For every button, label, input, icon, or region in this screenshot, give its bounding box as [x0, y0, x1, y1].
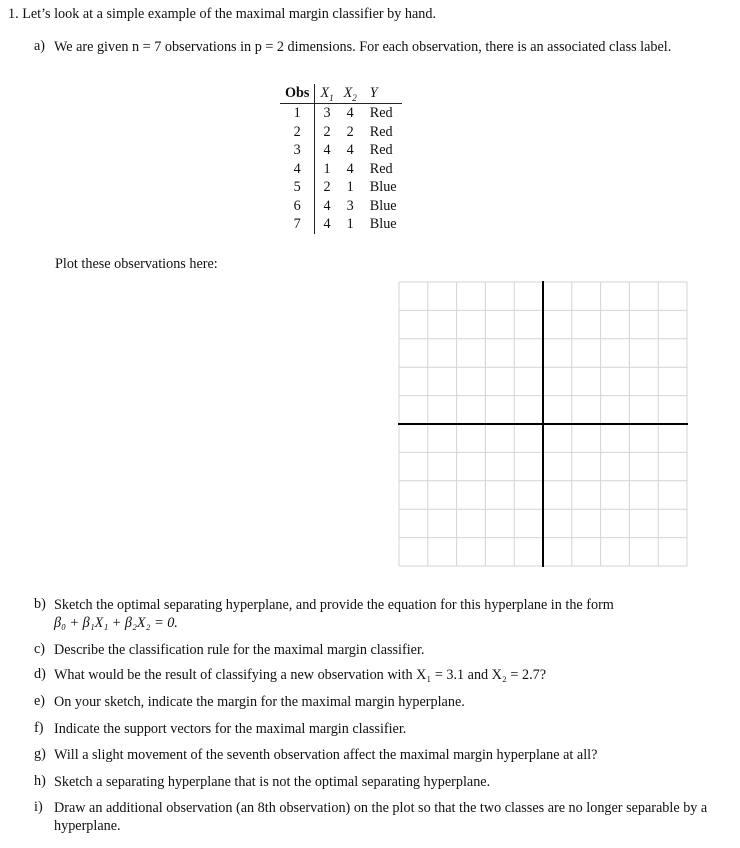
part-c-label: c) [34, 641, 46, 657]
header-x1-letter: X [320, 84, 330, 101]
cell-obs: 7 [280, 215, 315, 234]
part-b [34, 596, 714, 632]
cell-x2: 1 [346, 179, 354, 196]
part-d-text: What would be the result of classifying a new observation with X₁ = 3.1 and X₂ = 2.7? [54, 667, 547, 683]
cell-y: Red [369, 160, 393, 177]
header-x2-sub: 2 [352, 92, 357, 103]
table-row [280, 197, 402, 216]
observation-table [280, 84, 402, 234]
part-e-text: On your sketch, indicate the margin for the maximal margin hyperplane. [54, 694, 465, 710]
cell-x1: 2 [323, 179, 331, 196]
cell-y: Red [369, 105, 393, 122]
question-intro [8, 6, 436, 23]
part-c [34, 641, 714, 659]
cell-obs: 2 [280, 123, 315, 142]
cell-y: Blue [369, 179, 397, 196]
part-c-text: Describe the classification rule for the maximal margin classifier. [54, 642, 425, 658]
cell-obs: 4 [280, 160, 315, 179]
cell-x2: 4 [346, 142, 354, 159]
part-a [34, 38, 714, 56]
part-f-text: Indicate the support vectors for the maximal margin classifier. [54, 721, 407, 737]
part-h-text: Sketch a separating hyperplane that is not the optimal separating hyperplane. [54, 774, 491, 790]
cell-x2: 1 [346, 216, 354, 233]
part-d [34, 666, 714, 684]
cell-x2: 4 [346, 160, 354, 177]
part-g-label: g) [34, 746, 46, 762]
part-f-label: f) [34, 720, 44, 736]
cell-obs: 3 [280, 141, 315, 160]
cell-x2: 4 [346, 105, 354, 122]
cell-x1: 3 [323, 105, 331, 122]
cell-obs: 6 [280, 197, 315, 216]
part-f [34, 720, 714, 738]
table-row [280, 104, 402, 123]
question-number: 1. [8, 6, 19, 22]
cell-obs: 1 [280, 104, 315, 123]
table-row [280, 215, 402, 234]
part-a-text: We are given n = 7 observations in p = 2 dimensions. For each observation, there is an associated class label. [54, 39, 672, 55]
cell-y: Blue [369, 197, 397, 214]
table-row [280, 141, 402, 160]
table-row [280, 178, 402, 197]
part-g [34, 746, 714, 764]
part-b-body [54, 596, 709, 632]
part-h [34, 773, 714, 791]
cell-x2: 2 [346, 123, 354, 140]
plot-instruction: Plot these observations here: [55, 256, 218, 272]
part-b-equation: β₀ + β₁X₁ + β₂X₂ = 0. [54, 615, 178, 631]
part-d-label: d) [34, 666, 46, 682]
part-i-text: Draw an additional observation (an 8th observation) on the plot so that the two classes are no longer separable by a hyperplane. [54, 800, 708, 834]
cell-x1: 4 [323, 142, 331, 159]
plot-grid[interactable] [398, 281, 688, 567]
header-x2 [339, 84, 362, 104]
part-e [34, 693, 714, 711]
header-y: Y [362, 84, 402, 104]
part-i-label: i) [34, 799, 43, 815]
plot-grid-svg[interactable] [398, 281, 688, 567]
cell-x1: 4 [323, 216, 331, 233]
cell-x1: 4 [323, 197, 331, 214]
cell-x2: 3 [346, 197, 354, 214]
part-e-label: e) [34, 693, 46, 709]
cell-x1: 1 [323, 160, 331, 177]
part-a-label: a) [34, 38, 46, 54]
part-h-label: h) [34, 773, 46, 789]
header-x1 [315, 84, 339, 104]
cell-y: Blue [369, 216, 397, 233]
header-x2-letter: X [343, 84, 353, 101]
cell-obs: 5 [280, 178, 315, 197]
table-row [280, 123, 402, 142]
part-b-text: Sketch the optimal separating hyperplane, and provide the equation for this hyperplane in the form [54, 597, 614, 613]
table-header-row [280, 84, 402, 104]
cell-x1: 2 [323, 123, 331, 140]
header-x1-sub: 1 [329, 92, 334, 103]
part-i [34, 799, 714, 835]
question-intro-text: Let’s look at a simple example of the maximal margin classifier by hand. [22, 6, 437, 22]
part-b-label: b) [34, 596, 46, 612]
cell-y: Red [369, 123, 393, 140]
part-g-text: Will a slight movement of the seventh observation affect the maximal margin hyperplane at all? [54, 747, 598, 763]
header-obs: Obs [280, 84, 315, 104]
table-row [280, 160, 402, 179]
cell-y: Red [369, 142, 393, 159]
